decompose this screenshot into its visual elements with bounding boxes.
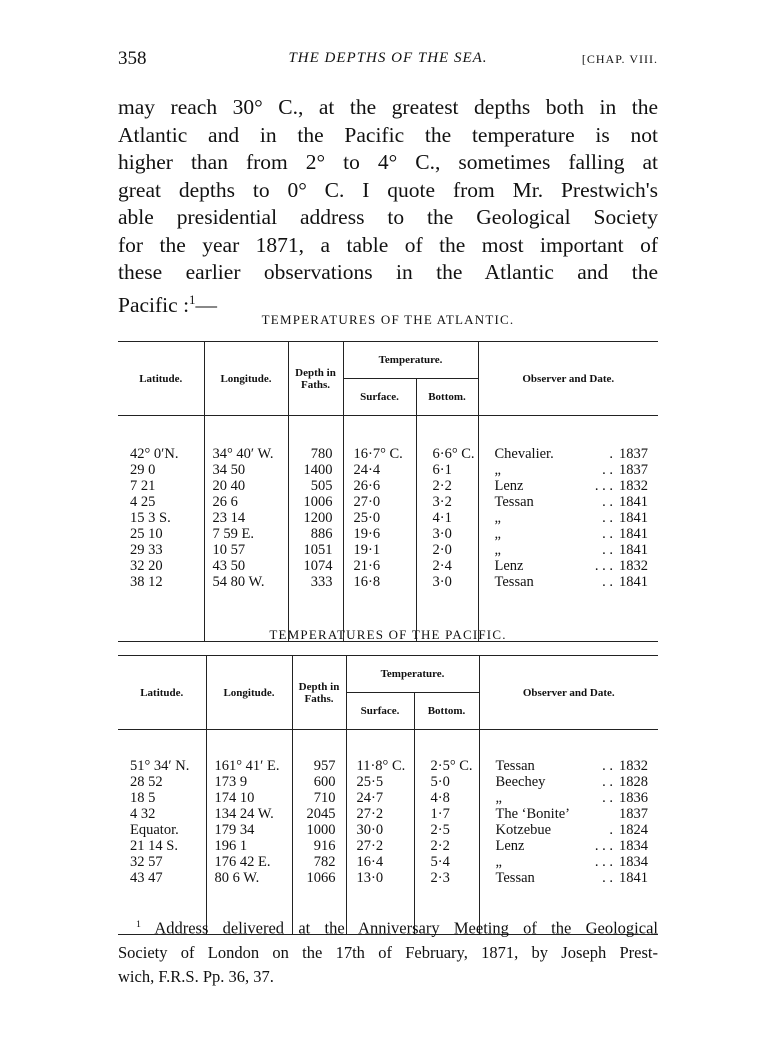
observer-name: Lenz	[495, 838, 525, 854]
cell-surface: 26·6	[353, 478, 381, 494]
cell-depth: 957	[313, 758, 336, 774]
observer-name: Lenz	[494, 558, 524, 574]
cell-lon: 196 1	[214, 838, 248, 854]
cell-lon: 174 10	[214, 790, 255, 806]
cell-bottom: 5·0	[430, 774, 450, 790]
footnote-line: wich, F.R.S. Pp. 36, 37.	[118, 966, 274, 986]
cell-observer	[496, 758, 649, 774]
observer-name: Tessan	[495, 758, 535, 774]
cell-surface: 16·8	[353, 574, 381, 590]
cell-depth: 780	[310, 446, 333, 462]
cell-depth: 1006	[303, 494, 333, 510]
cell-surface: 30·0	[356, 822, 384, 838]
observer-name: Lenz	[494, 478, 524, 494]
observation-year: 1832	[619, 758, 649, 774]
footnote	[118, 913, 658, 989]
cell-observer	[496, 822, 649, 838]
table-header-row	[118, 342, 658, 379]
cell-bottom: 2·5° C.	[430, 758, 473, 774]
cell-lat: 32 57	[130, 854, 163, 870]
observer-leader-dots: . .	[602, 870, 614, 886]
surface-column	[343, 416, 416, 642]
cell-lon: 173 9	[214, 774, 248, 790]
cell-observer	[495, 446, 649, 462]
bottom-header: Bottom.	[414, 693, 479, 730]
observer-leader-dots: . . .	[594, 838, 614, 854]
observer-name: „	[495, 790, 502, 806]
cell-bottom: 3·2	[432, 494, 452, 510]
cell-lat: 25 10	[130, 526, 163, 542]
cell-lon: 179 34	[214, 822, 255, 838]
cell-observer	[495, 478, 649, 494]
observer-name: „	[494, 542, 501, 558]
observer-leader-dots: . .	[602, 542, 614, 558]
cell-bottom: 6·6° C.	[432, 446, 475, 462]
cell-lat: 18 5	[130, 790, 156, 806]
observer-leader-dots: . . .	[594, 478, 614, 494]
cell-observer	[496, 838, 649, 854]
cell-lon: 80 6 W.	[214, 870, 260, 886]
cell-depth: 1200	[303, 510, 333, 526]
observer-header: Observer and Date.	[478, 342, 658, 416]
observation-year: 1832	[619, 478, 649, 494]
atlantic-table	[118, 341, 658, 642]
observation-year: 1834	[619, 838, 649, 854]
observation-year: 1832	[619, 558, 649, 574]
pacific-caption: TEMPERATURES OF THE PACIFIC.	[269, 627, 507, 642]
body-line: great depths to 0° C. I quote from Mr. Prestwich's	[118, 177, 658, 202]
cell-bottom: 6·1	[432, 462, 452, 478]
cell-bottom: 1·7	[430, 806, 450, 822]
body-line: higher than from 2° to 4° C., sometimes falling at	[118, 150, 658, 174]
cell-lon: 20 40	[212, 478, 246, 494]
cell-bottom: 3·0	[432, 574, 452, 590]
depth-column	[288, 416, 343, 642]
cell-lat: 29 0	[130, 462, 156, 478]
cell-lat: 15 3 S.	[130, 510, 171, 526]
observer-column	[479, 730, 658, 935]
observer-leader-dots: . .	[602, 758, 614, 774]
observer-name: „	[494, 526, 501, 542]
observer-header: Observer and Date.	[479, 656, 658, 730]
cell-depth: 505	[310, 478, 333, 494]
cell-lon: 23 14	[212, 510, 246, 526]
body-line: may reach 30° C., at the greatest depths both in the	[118, 95, 658, 119]
cell-depth: 1074	[303, 558, 333, 574]
table-header-row	[118, 656, 658, 693]
observation-year: 1841	[619, 494, 649, 510]
cell-depth: 886	[310, 526, 333, 542]
cell-surface: 25·0	[353, 510, 381, 526]
cell-bottom: 2·2	[430, 838, 450, 854]
observation-year: 1841	[619, 574, 649, 590]
observer-leader-dots: . .	[602, 790, 614, 806]
cell-lat: Equator.	[130, 822, 179, 838]
cell-surface: 27·2	[356, 806, 384, 822]
cell-depth: 1400	[303, 462, 333, 478]
cell-bottom: 2·0	[432, 542, 452, 558]
cell-lon: 34 50	[212, 462, 246, 478]
observation-year: 1841	[619, 870, 649, 886]
cell-lon: 43 50	[212, 558, 246, 574]
cell-lon: 54 80 W.	[212, 574, 265, 590]
cell-surface: 25·5	[356, 774, 384, 790]
surface-header: Surface.	[346, 693, 414, 730]
atlantic-caption: TEMPERATURES OF THE ATLANTIC.	[261, 312, 515, 327]
longitude-column	[206, 730, 292, 935]
cell-bottom: 3·0	[432, 526, 452, 542]
observer-leader-dots: .	[609, 822, 614, 838]
cell-observer	[495, 526, 649, 542]
footnote-line	[118, 913, 658, 941]
cell-bottom: 2·4	[432, 558, 452, 574]
cell-surface: 24·4	[353, 462, 381, 478]
observation-year: 1837	[619, 446, 649, 462]
cell-lat: 43 47	[130, 870, 163, 886]
cell-lon: 34° 40′ W.	[212, 446, 274, 462]
cell-observer	[496, 774, 649, 790]
cell-observer	[495, 558, 649, 574]
cell-lat: 28 52	[130, 774, 163, 790]
bottom-column	[416, 416, 478, 642]
latitude-column	[118, 416, 204, 642]
cell-bottom: 5·4	[430, 854, 450, 870]
cell-observer	[496, 806, 649, 822]
cell-observer	[495, 510, 649, 526]
cell-surface: 19·6	[353, 526, 381, 542]
footnote-marker: 1	[136, 919, 141, 930]
observation-year: 1834	[619, 854, 649, 870]
body-line: Atlantic and in the Pacific the temperature is not	[118, 122, 658, 147]
cell-lat: 38 12	[130, 574, 163, 590]
cell-depth: 333	[310, 574, 333, 590]
observation-year: 1836	[619, 790, 649, 806]
cell-depth: 600	[313, 774, 336, 790]
body-line: Pacific :	[118, 292, 190, 317]
body-line-dash: —	[195, 292, 217, 317]
page-number: 358	[118, 48, 147, 69]
cell-depth: 1000	[306, 822, 336, 838]
cell-bottom: 4·1	[432, 510, 452, 526]
observer-leader-dots: . .	[602, 774, 614, 790]
observer-name: Beechey	[495, 774, 546, 790]
cell-lat: 29 33	[130, 542, 163, 558]
observer-leader-dots	[570, 806, 619, 822]
chapter-label: [CHAP. VIII.	[581, 52, 658, 66]
depth-header: Depth in Faths.	[292, 656, 346, 730]
observer-leader-dots: . .	[602, 494, 614, 510]
running-header	[118, 48, 658, 72]
observer-name: The ‘Bonite’	[495, 806, 571, 822]
observer-name: Tessan	[494, 494, 534, 510]
latitude-header: Latitude.	[118, 342, 204, 416]
cell-lon: 10 57	[212, 542, 246, 558]
cell-surface: 24·7	[356, 790, 384, 806]
observation-year: 1824	[619, 822, 649, 838]
observer-leader-dots: . .	[602, 510, 614, 526]
cell-lat: 4 25	[130, 494, 156, 510]
footnote-text: Address delivered at the Anniversary Meeting of the Geological	[154, 918, 658, 938]
observer-leader-dots: . . .	[594, 854, 614, 870]
observer-leader-dots: . .	[602, 526, 614, 542]
cell-lat: 4 32	[130, 806, 156, 822]
observation-year: 1841	[619, 510, 649, 526]
temperature-header: Temperature.	[343, 342, 478, 379]
observer-leader-dots: .	[609, 446, 614, 462]
observer-column	[478, 416, 658, 642]
cell-bottom: 2·3	[430, 870, 450, 886]
observer-name: Tessan	[494, 574, 534, 590]
cell-observer	[495, 574, 649, 590]
cell-surface: 21·6	[353, 558, 381, 574]
latitude-header: Latitude.	[118, 656, 206, 730]
cell-observer	[496, 854, 649, 870]
cell-depth: 1066	[306, 870, 336, 886]
cell-observer	[495, 542, 649, 558]
cell-observer	[496, 790, 649, 806]
footnote-line: Society of London on the 17th of February, 1871, by Joseph Prest-	[118, 942, 658, 962]
observation-year: 1841	[619, 526, 649, 542]
cell-lat: 7 21	[130, 478, 156, 494]
cell-bottom: 2·5	[430, 822, 450, 838]
cell-lon: 134 24 W.	[214, 806, 274, 822]
temperature-header: Temperature.	[346, 656, 479, 693]
cell-surface: 16·7° C.	[353, 446, 403, 462]
observer-leader-dots: . .	[602, 462, 614, 478]
body-paragraph	[118, 94, 658, 319]
cell-observer	[495, 494, 649, 510]
cell-depth: 916	[313, 838, 336, 854]
cell-lat: 21 14 S.	[130, 838, 178, 854]
cell-lat: 51° 34′ N.	[130, 758, 190, 774]
depth-column	[292, 730, 346, 935]
footnote-reference: 1	[189, 292, 196, 307]
cell-surface: 11·8° C.	[356, 758, 406, 774]
observer-name: Kotzebue	[495, 822, 552, 838]
surface-column	[346, 730, 414, 935]
latitude-column	[118, 730, 206, 935]
cell-lon: 161° 41′ E.	[214, 758, 280, 774]
body-line: able presidential address to the Geological Society	[118, 205, 658, 229]
observer-leader-dots: . . .	[594, 558, 614, 574]
table-body-row	[118, 416, 658, 642]
cell-lon: 26 6	[212, 494, 238, 510]
observer-name: „	[494, 462, 501, 478]
observation-year: 1841	[619, 542, 649, 558]
cell-lon: 176 42 E.	[214, 854, 271, 870]
longitude-header: Longitude.	[204, 342, 288, 416]
longitude-header: Longitude.	[206, 656, 292, 730]
longitude-column	[204, 416, 288, 642]
observer-name: „	[494, 510, 501, 526]
cell-surface: 19·1	[353, 542, 381, 558]
cell-bottom: 4·8	[430, 790, 450, 806]
observer-name: Tessan	[495, 870, 535, 886]
body-line: for the year 1871, a table of the most important of	[118, 232, 658, 257]
cell-surface: 27·2	[356, 838, 384, 854]
observation-year: 1837	[619, 806, 649, 822]
cell-observer	[495, 462, 649, 478]
cell-lat: 32 20	[130, 558, 163, 574]
cell-depth: 782	[313, 854, 336, 870]
running-title: THE DEPTHS OF THE SEA.	[288, 50, 488, 66]
body-line: these earlier observations in the Atlantic and the	[118, 260, 658, 284]
cell-depth: 710	[313, 790, 336, 806]
cell-bottom: 2·2	[432, 478, 452, 494]
cell-surface: 16·4	[356, 854, 384, 870]
cell-lon: 7 59 E.	[212, 526, 254, 542]
depth-header: Depth in Faths.	[288, 342, 343, 416]
observer-leader-dots: . .	[602, 574, 614, 590]
table-body-row	[118, 730, 658, 935]
pacific-table	[118, 655, 658, 935]
cell-surface: 13·0	[356, 870, 384, 886]
observation-year: 1837	[619, 462, 649, 478]
cell-observer	[496, 870, 649, 886]
observer-name: „	[495, 854, 502, 870]
cell-depth: 2045	[306, 806, 336, 822]
bottom-header: Bottom.	[416, 379, 478, 416]
bottom-column	[414, 730, 479, 935]
cell-lat: 42° 0′N.	[130, 446, 179, 462]
observation-year: 1828	[619, 774, 649, 790]
surface-header: Surface.	[343, 379, 416, 416]
observer-name: Chevalier.	[494, 446, 554, 462]
cell-depth: 1051	[303, 542, 333, 558]
cell-surface: 27·0	[353, 494, 381, 510]
